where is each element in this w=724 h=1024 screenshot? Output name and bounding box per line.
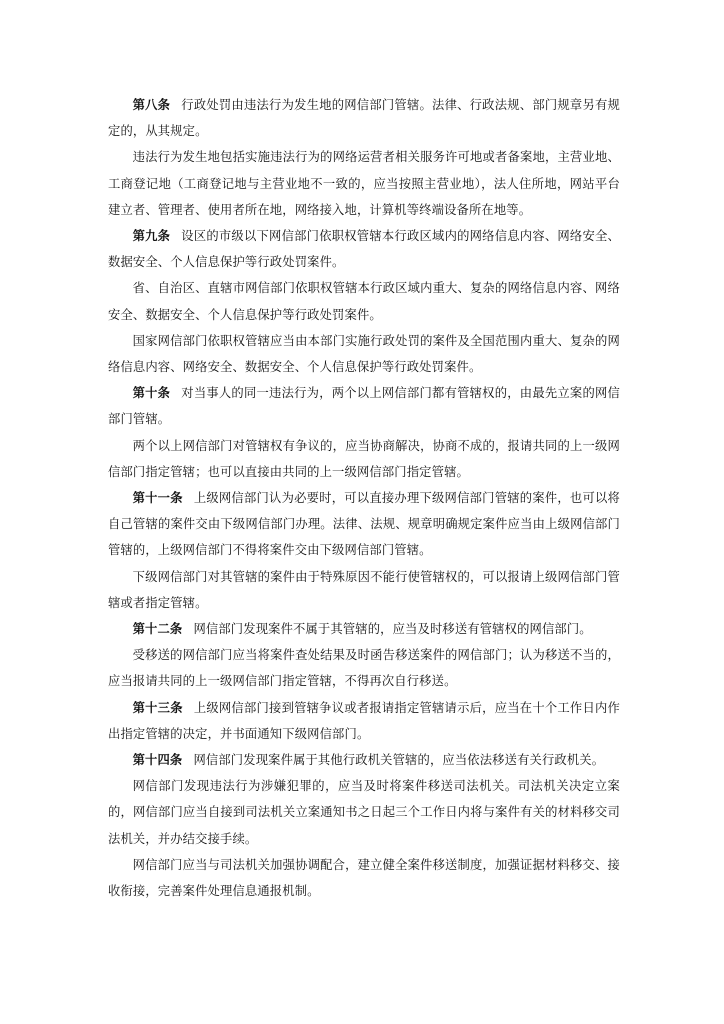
paragraph-text: 上级网信部门接到管辖争议或者报请指定管辖请示后，应当在十个工作日内作出指定管辖的决定，并书面通知下级网信部门。 [108,700,620,741]
paragraph [108,275,620,327]
paragraph-text: 两个以上网信部门对管辖权有争议的，应当协商解决，协商不成的，报请共同的上一级网信部门指定管辖；也可以直接由共同的上一级网信部门指定管辖。 [108,438,620,479]
paragraph-text: 网信部门发现案件不属于其管辖的，应当及时移送有管辖权的网信部门。 [193,622,592,637]
paragraph [108,144,620,223]
paragraph-text: 设区的市级以下网信部门依职权管辖本行政区域内的网络信息内容、网络安全、数据安全、个人信息保护等行政处罚案件。 [108,229,620,270]
paragraph-text: 行政处罚由违法行为发生地的网信部门管辖。法律、行政法规、部门规章另有规定的，从其规定。 [108,98,620,139]
paragraph [108,616,620,642]
paragraph [108,747,620,773]
paragraph-text: 下级网信部门对其管辖的案件由于特殊原因不能行使管辖权的，可以报请上级网信部门管辖或者指定管辖。 [108,569,620,610]
paragraph [108,852,620,904]
article-number: 第九条 [132,228,171,244]
paragraph-text: 网信部门发现违法行为涉嫌犯罪的，应当及时将案件移送司法机关。司法机关决定立案的，网信部门应当自接到司法机关立案通知书之日起三个工作日内将与案件有关的材料移交司法机关，并办结交接手续。 [108,779,620,846]
paragraph [108,695,620,747]
paragraph-text: 网信部门应当与司法机关加强协调配合，建立健全案件移送制度，加强证据材料移交、接收衔接，完善案件处理信息通报机制。 [108,857,620,899]
paragraph-text: 国家网信部门依职权管辖应当由本部门实施行政处罚的案件及全国范围内重大、复杂的网络信息内容、网络安全、数据安全、个人信息保护等行政处罚案件。 [108,333,620,375]
paragraph-text: 网信部门发现案件属于其他行政机关管辖的，应当依法移送有关行政机关。 [193,753,605,768]
document-body [108,92,620,904]
paragraph-text: 对当事人的同一违法行为，两个以上网信部门都有管辖权的，由最先立案的网信部门管辖。 [108,386,620,427]
paragraph-text: 违法行为发生地包括实施违法行为的网络运营者相关服务许可地或者备案地，主营业地、工商登记地（工商登记地与主营业地不一致的，应当按照主营业地），法人住所地，网站平台建立者、管理者、使用者所在地，网络接入地，计算机等终端设备所在地等。 [108,150,620,217]
article-number: 第十二条 [132,621,183,637]
paragraph-text: 受移送的网信部门应当将案件查处结果及时函告移送案件的网信部门；认为移送不当的，应当报请共同的上一级网信部门指定管辖，不得再次自行移送。 [108,648,620,689]
paragraph [108,223,620,275]
paragraph [108,328,620,380]
article-number: 第十条 [132,385,171,401]
article-number: 第十四条 [132,752,183,768]
paragraph-text: 上级网信部门认为必要时，可以直接办理下级网信部门管辖的案件，也可以将自己管辖的案件交由下级网信部门办理。法律、法规、规章明确规定案件应当由上级网信部门管辖的，上级网信部门不得将案件交由下级网信部门管辖。 [108,491,620,558]
paragraph [108,92,620,144]
article-number: 第八条 [132,97,171,112]
paragraph [108,564,620,616]
paragraph [108,642,620,694]
article-number: 第十一条 [132,490,183,506]
paragraph [108,485,620,564]
paragraph [108,433,620,485]
article-number: 第十三条 [132,699,183,715]
paragraph [108,773,620,852]
paragraph [108,380,620,432]
paragraph-text: 省、自治区、直辖市网信部门依职权管辖本行政区域内重大、复杂的网络信息内容、网络安全、数据安全、个人信息保护等行政处罚案件。 [108,281,620,322]
